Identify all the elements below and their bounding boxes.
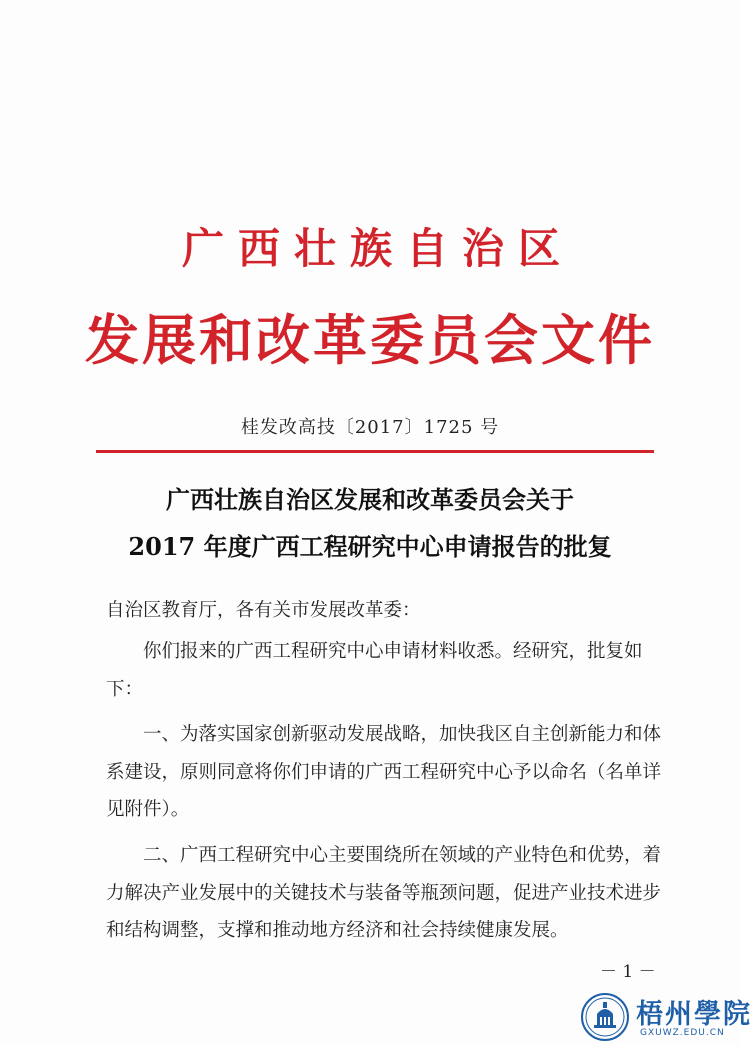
watermark-url: GXUWZ.EDU.CN <box>640 1028 725 1038</box>
watermark-name: 梧州學院 <box>636 999 752 1030</box>
issuer-title-line2: 发展和改革委员会文件 <box>85 308 655 372</box>
document-number: 桂发改高技〔2017〕1725 号 <box>240 417 500 438</box>
issuer-title-line1: 广西壮族自治区 <box>181 224 574 273</box>
addressee: 自治区教育厅，各有关市发展改革委： <box>106 600 421 621</box>
page-number: － 1 － <box>600 962 656 982</box>
body-paragraph-2: 一、为落实国家创新驱动发展战略，加快我区自主创新能力和体系建设，原则同意将你们申请的广西工程研究中心予以命名（名单详见附件）。 <box>106 724 662 820</box>
body-paragraph-1: 你们报来的广西工程研究中心申请材料收悉。经研究，批复如下： <box>106 641 643 700</box>
body-paragraph-3: 二、广西工程研究中心主要围绕所在领域的产业特色和优势，着力解决产业发展中的关键技术与装备等瓶颈问题，促进产业技术进步和结构调整，支撑和推动地方经济和社会持续健康发展。 <box>106 845 662 941</box>
university-logo-icon <box>580 992 630 1042</box>
watermark <box>580 990 752 1045</box>
red-separator-line <box>96 450 654 453</box>
subject-title-line1: 广西壮族自治区发展和改革委员会关于 <box>166 485 574 514</box>
subject-title-line2: 2017 年度广西工程研究中心申请报告的批复 <box>128 532 612 561</box>
